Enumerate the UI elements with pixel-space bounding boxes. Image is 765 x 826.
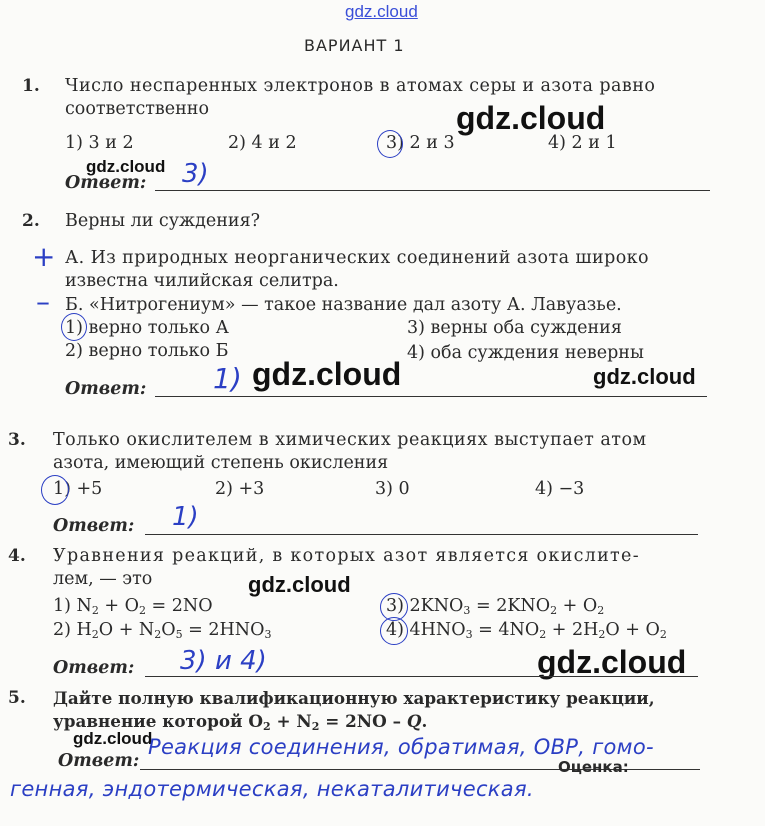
answer-line [155,190,710,191]
question-4-text: Уравнения реакций, в которых азот является окислите- [53,546,640,566]
watermark: gdz.cloud [86,157,166,176]
minus-mark: – [36,285,50,318]
answer-line [155,396,707,397]
equation-option-2: 2) $H_2O + N_2O_5 = 2HNO_3$ [53,620,272,641]
equation-option-3: 3) $2KNO_3 = 2KNO_2 + O_2$ [386,596,605,617]
question-1-handwritten-answer: 3) [182,159,209,189]
watermark: gdz.cloud [248,572,351,597]
watermark: gdz.cloud [456,100,606,136]
question-2-option-1: 1) верно только А [65,318,229,338]
question-2-option-2: 2) верно только Б [65,341,229,361]
watermark: gdz.cloud [537,644,687,680]
answer-label: Ответ: [53,658,135,678]
answer-label: Ответ: [65,173,147,193]
statement-a-2: известна чилийская селитра. [65,271,339,291]
answer-circle-mark [61,313,87,341]
question-1-text-2: соответственно [65,99,209,119]
question-5-text-2: уравнение которой $O_2 + N_2 = 2NO - Q$. [53,711,428,733]
question-4-text-2: лем, — это [53,569,153,589]
answer-line [145,534,698,535]
page-title: ВАРИАНТ 1 [304,36,405,55]
watermark: gdz.cloud [593,364,696,389]
watermark: gdz.cloud [73,729,153,748]
question-1-text: Число неспаренных электронов в атомах серы и азота равно [65,76,656,96]
question-2-handwritten-answer: 1) [213,362,242,395]
answer-circle-mark [41,475,69,505]
question-3-option-3: 3) 0 [375,479,410,499]
plus-mark: + [32,240,56,273]
answer-circle-mark [377,130,403,158]
watermark-top: gdz.cloud [345,2,418,21]
statement-a: А. Из природных неорганических соединений азота широко [65,248,649,268]
watermark: gdz.cloud [252,356,402,392]
question-5-number: 5. [8,688,26,708]
question-3-handwritten-answer: 1) [172,502,199,532]
question-3-option-4: 4) −3 [535,479,585,499]
question-2-number: 2. [22,211,40,231]
question-1-number: 1. [22,76,40,96]
question-5-handwritten-answer: Реакция соединения, обратимая, ОВР, гомо- [148,735,654,759]
answer-label: Ответ: [65,379,147,399]
question-1-option-4: 4) 2 и 1 [548,133,617,153]
question-3-option-1: 1) +5 [53,479,103,499]
question-4-number: 4. [8,546,26,566]
answer-label: Ответ: [58,751,140,771]
question-5-handwritten-answer-2: генная, эндотермическая, некаталитическая. [10,777,534,801]
equation-option-4: 4) $4HNO_3 = 4NO_2 + 2H_2O + O_2$ [386,620,667,641]
question-3-number: 3. [8,430,26,450]
question-1-option-1: 1) 3 и 2 [65,133,134,153]
question-3-option-2: 2) +3 [215,479,265,499]
answer-circle-mark [380,617,408,645]
question-1-option-2: 2) 4 и 2 [228,133,297,153]
question-2-title: Верны ли суждения? [65,211,260,231]
question-3-text-2: азота, имеющий степень окисления [53,453,389,473]
answer-label: Ответ: [53,516,135,536]
grade-label: Оценка: [558,758,629,776]
question-1-option-3: 3) 2 и 3 [386,133,455,153]
question-2-option-4: 4) оба суждения неверны [407,343,644,363]
question-4-handwritten-answer: 3) и 4) [180,646,267,676]
question-5-text: Дайте полную квалификационную характеристику реакции, [53,688,655,708]
answer-line [145,676,698,677]
statement-b: Б. «Нитрогениум» — такое название дал азоту А. Лавуазье. [65,295,622,315]
question-3-text: Только окислителем в химических реакциях выступает атом [53,430,647,450]
equation-option-1: 1) $N_2 + O_2 = 2NO$ [53,596,213,617]
question-2-option-3: 3) верны оба суждения [407,318,622,338]
